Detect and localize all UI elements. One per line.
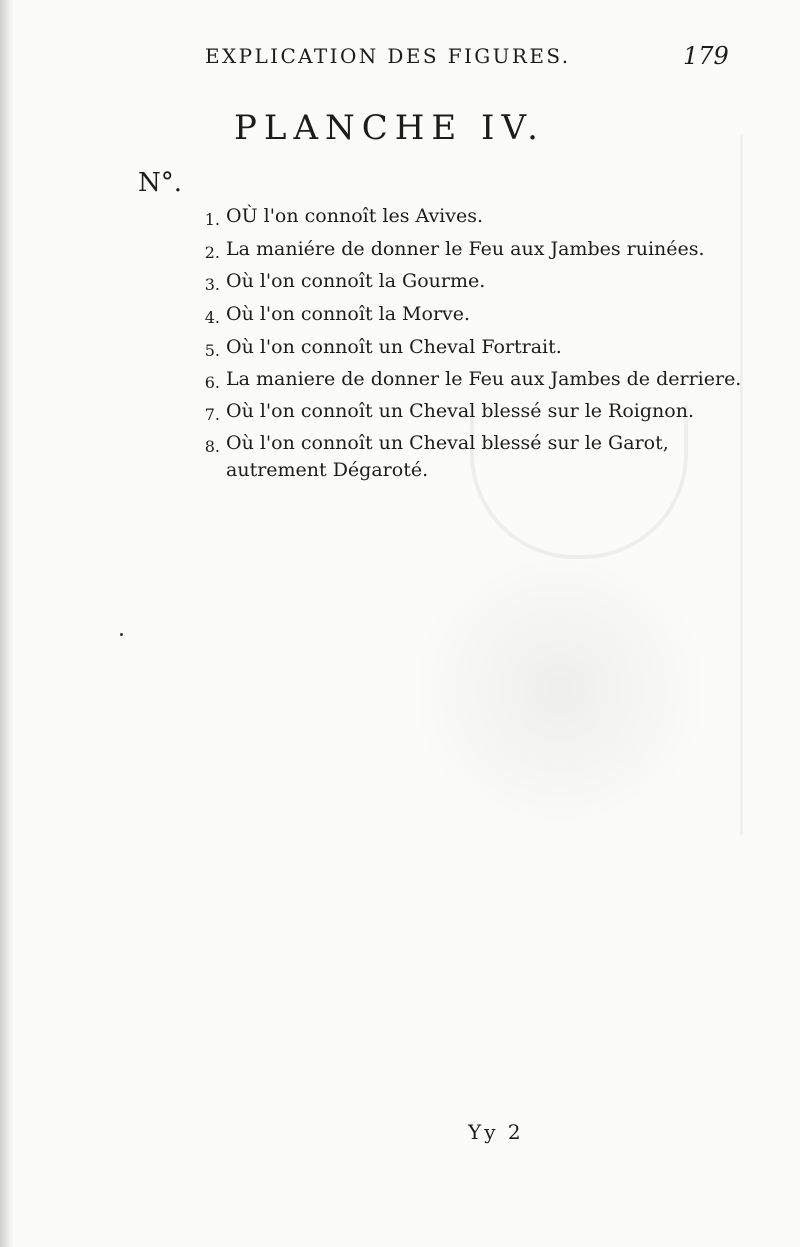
item-number: 7. bbox=[204, 405, 220, 424]
item-number: 5. bbox=[204, 341, 220, 360]
item-text: La maniére de donner le Feu aux Jambes ruinées. bbox=[226, 238, 705, 260]
item-text: Où l'on connoît un Cheval blessé sur le Roignon. bbox=[226, 400, 694, 422]
item-text: Où l'on connoît la Morve. bbox=[226, 303, 471, 325]
item-text: Où l'on connoît un Cheval blessé sur le Garot, autrement Dégaroté. bbox=[226, 432, 669, 481]
item-number: 6. bbox=[204, 373, 220, 392]
item-number: 8. bbox=[204, 437, 220, 456]
running-head: EXPLICATION DES FIGURES. bbox=[205, 44, 571, 68]
item-number: 2. bbox=[204, 243, 220, 262]
item-number: 1. bbox=[204, 210, 220, 229]
item-number: 4. bbox=[204, 308, 220, 327]
show-through-edge bbox=[740, 135, 783, 835]
ink-speck bbox=[120, 633, 123, 636]
page-number: 179 bbox=[683, 42, 729, 70]
page-edge-shadow bbox=[0, 0, 14, 1247]
signature-mark: Yy 2 bbox=[468, 1120, 524, 1144]
item-text: La maniere de donner le Feu aux Jambes de derriere. bbox=[226, 368, 742, 390]
item-text: OÙ l'on connoît les Avives. bbox=[226, 205, 484, 227]
item-number: 3. bbox=[204, 275, 220, 294]
show-through-plate-impression bbox=[410, 540, 710, 840]
item-text: Où l'on connoît un Cheval Fortrait. bbox=[226, 336, 562, 358]
item-text: Où l'on connoît la Gourme. bbox=[226, 270, 486, 292]
plate-title: PLANCHE IV. bbox=[234, 108, 545, 148]
numero-label: N°. bbox=[138, 168, 183, 198]
